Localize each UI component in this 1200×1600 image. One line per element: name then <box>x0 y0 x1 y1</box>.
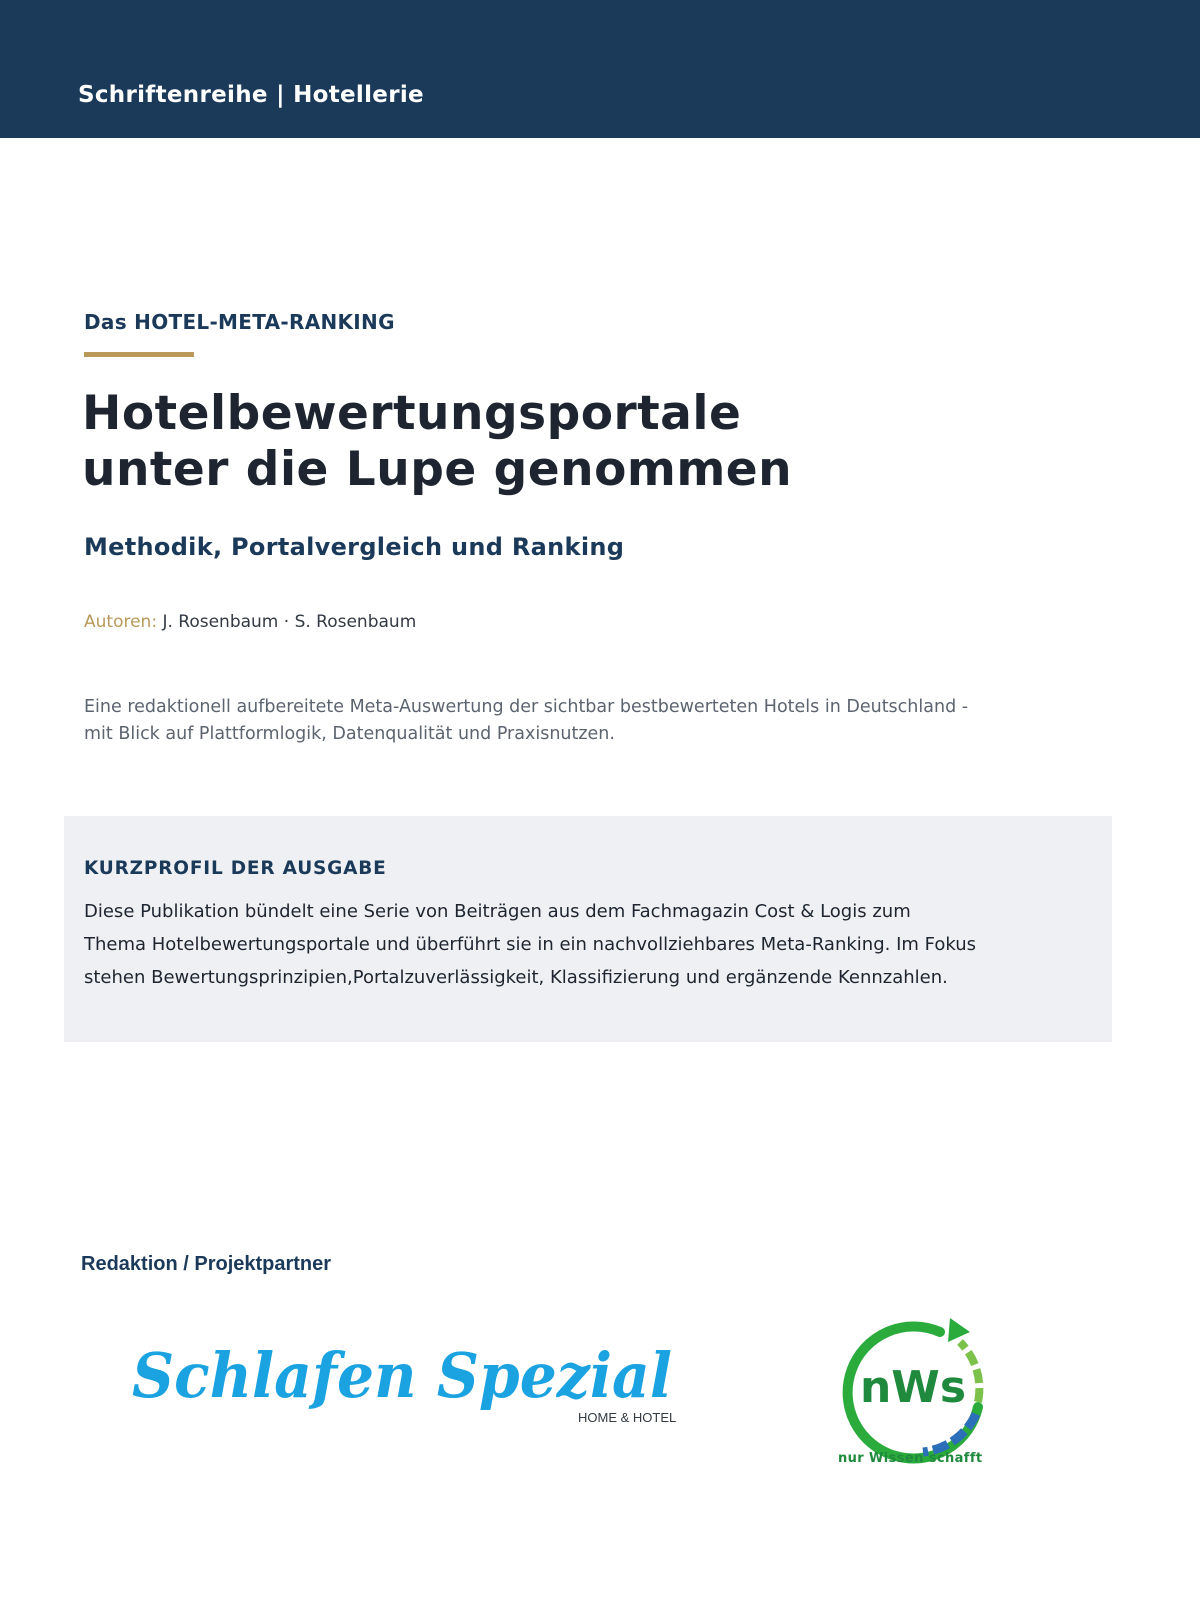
intro-line-2: mit Blick auf Plattformlogik, Datenqualität und Praxisnutzen. <box>84 724 615 744</box>
intro-line-1: Eine redaktionell aufbereitete Meta-Auswertung der sichtbar bestbewerteten Hotels in Deutschland - <box>84 697 969 717</box>
authors-names: J. Rosenbaum · S. Rosenbaum <box>162 612 417 632</box>
title-line-2: unter die Lupe genommen <box>82 442 793 497</box>
subtitle: Methodik, Portalvergleich und Ranking <box>84 533 625 561</box>
nws-logo <box>828 1302 998 1472</box>
intro-text <box>84 694 1124 748</box>
profile-box <box>64 816 1112 1042</box>
kicker: Das HOTEL-META-RANKING <box>84 310 395 334</box>
page-title <box>82 386 792 498</box>
schlafen-spezial-sub: HOME & HOTEL <box>578 1410 677 1425</box>
nws-arrow-icon <box>948 1318 970 1342</box>
profile-text <box>84 895 1094 994</box>
authors-line <box>84 612 416 632</box>
profile-line-2: Thema Hotelbewertungsportale und überführt sie in ein nachvollziehbares Meta-Ranking. Im Fokus <box>84 934 977 955</box>
profile-line-3: stehen Bewertungsprinzipien,Portalzuverlässigkeit, Klassifizierung und ergänzende Kennzahlen. <box>84 967 948 988</box>
schlafen-spezial-logo <box>128 1335 688 1435</box>
title-line-1: Hotelbewertungsportale <box>82 386 742 441</box>
partners-label: Redaktion / Projektpartner <box>81 1253 332 1275</box>
series-title: Schriftenreihe | Hotellerie <box>78 82 424 108</box>
nws-wordmark: nWs <box>859 1362 967 1413</box>
profile-heading: KURZPROFIL DER AUSGABE <box>84 858 387 879</box>
schlafen-spezial-wordmark: Schlafen Spezial <box>132 1339 672 1412</box>
kicker-rule <box>84 352 194 357</box>
authors-label: Autoren: <box>84 612 158 632</box>
profile-line-1: Diese Publikation bündelt eine Serie von Beiträgen aus dem Fachmagazin Cost & Logis zum <box>84 901 911 922</box>
header-bar <box>0 0 1200 138</box>
nws-tagline: nur Wissen schafft <box>838 1451 983 1466</box>
